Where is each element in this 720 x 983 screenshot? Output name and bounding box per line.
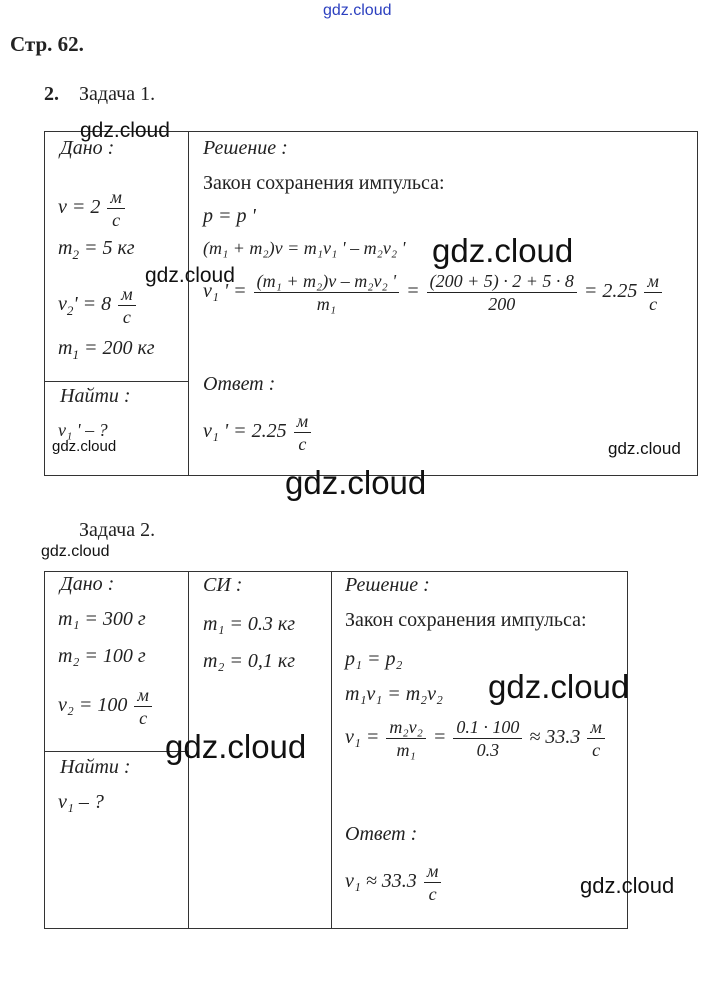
- task2-find-header: Найти :: [60, 756, 131, 778]
- task2-given-v2: v₂ = 100 $\frac{м}{с}$: [58, 684, 154, 729]
- task2-si-header: СИ :: [203, 574, 243, 596]
- task1-eq1: p = p ': [203, 205, 256, 227]
- watermark: gdz.cloud: [285, 464, 427, 501]
- task2-si-m2: m₂ = 0,1 кг: [203, 650, 296, 672]
- task2-answer: v₁ ≈ 33.3 $\frac{м}{с}$: [345, 860, 443, 905]
- task1-eq3: v₁ ' = $\frac{\text{(m₁ + m₂)v – m₂v₂ '}}{\text{m₁}}$ = $\frac{(200 + 5) \cdot 2 + 5 \cdot 8}{200}$ = 2.25 $\frac{м}{с}$: [203, 270, 664, 315]
- watermark: gdz.cloud: [80, 119, 170, 142]
- task1-law: Закон сохранения импульса:: [203, 172, 445, 194]
- watermark: gdz.cloud: [165, 728, 307, 765]
- task2-solution-header: Решение :: [345, 574, 430, 596]
- task1-column-divider: [188, 131, 189, 476]
- task2-eq2: m₁v₁ = m₂v₂: [345, 683, 443, 705]
- task1-title: Задача 1.: [79, 83, 156, 105]
- task2-title: Задача 2.: [79, 519, 156, 541]
- task1-given-v: v = 2 $\frac{м}{с}$: [58, 186, 127, 231]
- task1-given-v2p: $v_2' = 8$ $\frac{м}{с}$: [58, 283, 138, 328]
- task2-law: Закон сохранения импульса:: [345, 609, 587, 631]
- watermark: gdz.cloud: [41, 543, 110, 560]
- task2-find: v₁ – ?: [58, 791, 104, 813]
- task1-answer: v₁ ' = 2.25 $\frac{м}{с}$: [203, 410, 313, 455]
- page-heading: Стр. 62.: [10, 32, 84, 56]
- watermark: gdz.cloud: [608, 439, 681, 458]
- watermark: gdz.cloud: [488, 668, 630, 705]
- watermark-top: gdz.cloud: [323, 2, 392, 19]
- task1-given-header: Дано :: [60, 137, 115, 159]
- task1-given-m2: $m_2 = 5$ кг: [58, 237, 135, 262]
- task2-column-divider-2: [331, 571, 332, 929]
- task2-given-m1: m₁ = 300 г: [58, 608, 146, 630]
- task1-given-divider: [44, 381, 189, 382]
- watermark: gdz.cloud: [145, 264, 235, 287]
- task2-si-m1: m₁ = 0.3 кг: [203, 613, 296, 635]
- watermark: gdz.cloud: [52, 438, 117, 455]
- watermark: gdz.cloud: [432, 232, 574, 269]
- task-number: 2.: [44, 83, 59, 105]
- task1-eq2: (m₁ + m₂)v = m₁v₁ ' – m₂v₂ ': [203, 238, 406, 258]
- task2-answer-header: Ответ :: [345, 823, 418, 845]
- watermark: gdz.cloud: [580, 873, 675, 898]
- task1-find-header: Найти :: [60, 385, 131, 407]
- task1-find: v₁ ' – ?: [58, 420, 108, 440]
- task2-given-header: Дано :: [60, 573, 115, 595]
- task1-answer-header: Ответ :: [203, 373, 276, 395]
- task2-eq1: p₁ = p₂: [345, 648, 403, 670]
- task2-eq3: v₁ = $\frac{\text{m₂v₂}}{\text{m₁}}$ = $\frac{0.1 \cdot 100}{0.3}$ ≈ 33.3 $\frac{м}{с}$: [345, 716, 607, 761]
- task1-given-m1: $m_1 = 200$ кг: [58, 337, 155, 362]
- task1-solution-header: Решение :: [203, 137, 288, 159]
- task2-given-m2: m₂ = 100 г: [58, 645, 146, 667]
